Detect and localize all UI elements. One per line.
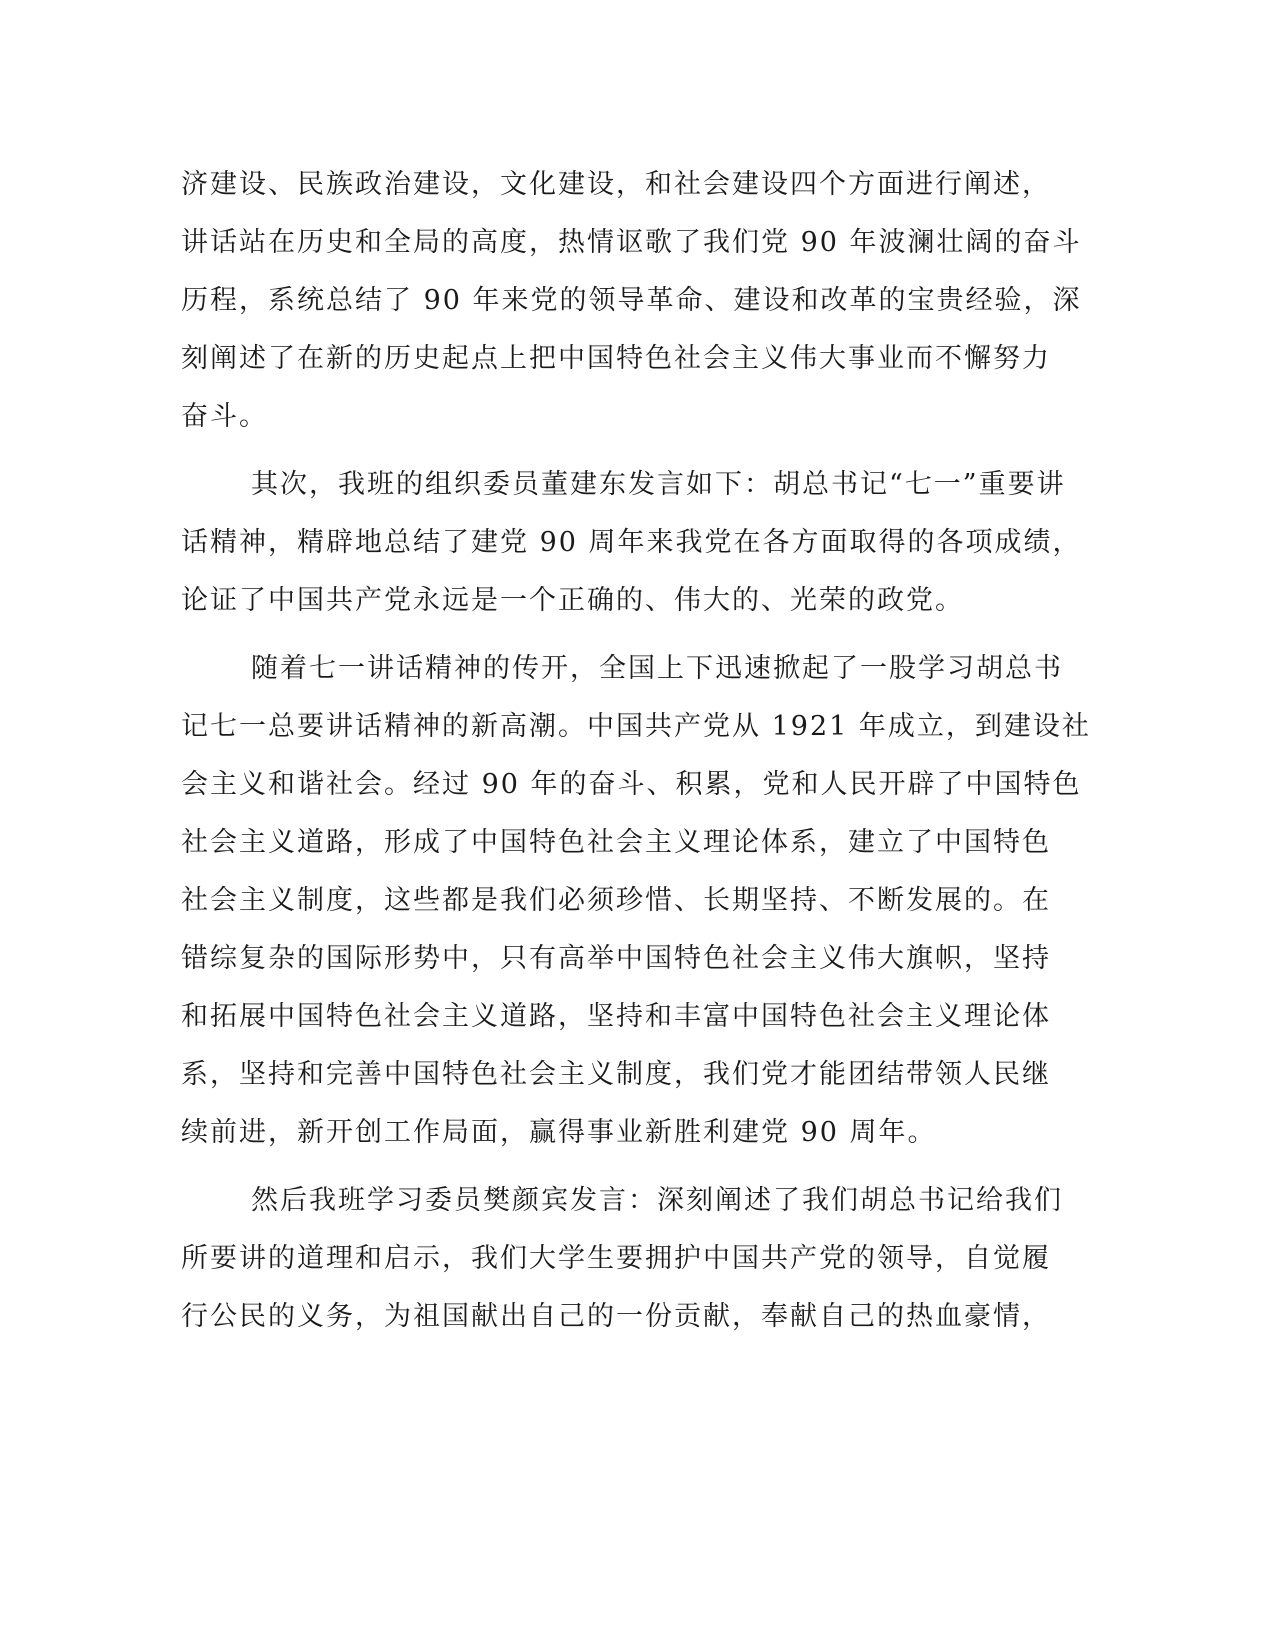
text-line: 论证了中国共产党永远是一个正确的、伟大的、光荣的政党。 bbox=[181, 585, 964, 616]
text-line: 刻阐述了在新的历史起点上把中国特色社会主义伟大事业而不懈努力 bbox=[181, 343, 1051, 374]
text-line: 讲话站在历史和全局的高度，热情讴歌了我们党 90 年波澜壮阔的奋斗 bbox=[181, 227, 1082, 258]
text-line: 所要讲的道理和启示，我们大学生要拥护中国共产党的领导，自觉履 bbox=[181, 1243, 1051, 1274]
text-line: 奋斗。 bbox=[181, 401, 268, 432]
text-line: 社会主义制度，这些都是我们必须珍惜、长期坚持、不断发展的。在 bbox=[181, 885, 1051, 916]
paragraph-first-line: 其次，我班的组织委员董建东发言如下：胡总书记“七一”重要讲 bbox=[251, 469, 1066, 500]
paragraph-first-line: 随着七一讲话精神的传开，全国上下迅速掀起了一股学习胡总书 bbox=[251, 653, 1063, 684]
text-line: 历程，系统总结了 90 年来党的领导革命、建设和改革的宝贵经验，深 bbox=[181, 285, 1082, 316]
text-line: 行公民的义务，为祖国献出自己的一份贡献，奉献自己的热血豪情， bbox=[181, 1301, 1051, 1332]
text-line: 和拓展中国特色社会主义道路，坚持和丰富中国特色社会主义理论体 bbox=[181, 1001, 1051, 1032]
text-line: 话精神，精辟地总结了建党 90 周年来我党在各方面取得的各项成绩， bbox=[181, 527, 1082, 558]
text-line: 错综复杂的国际形势中，只有高举中国特色社会主义伟大旗帜，坚持 bbox=[181, 943, 1051, 974]
text-line: 系，坚持和完善中国特色社会主义制度，我们党才能团结带领人民继 bbox=[181, 1059, 1051, 1090]
text-line: 续前进，新开创工作局面，赢得事业新胜利建党 90 周年。 bbox=[181, 1117, 937, 1148]
document-body bbox=[181, 156, 1091, 1346]
text-line: 记七一总要讲话精神的新高潮。中国共产党从 1921 年成立，到建设社 bbox=[181, 711, 1091, 742]
paragraph-first-line: 然后我班学习委员樊颜宾发言：深刻阐述了我们胡总书记给我们 bbox=[251, 1185, 1063, 1216]
text-line: 社会主义道路，形成了中国特色社会主义理论体系，建立了中国特色 bbox=[181, 827, 1051, 858]
text-line: 济建设、民族政治建设，文化建设，和社会建设四个方面进行阐述， bbox=[181, 169, 1051, 200]
text-line: 会主义和谐社会。经过 90 年的奋斗、积累，党和人民开辟了中国特色 bbox=[181, 769, 1082, 800]
